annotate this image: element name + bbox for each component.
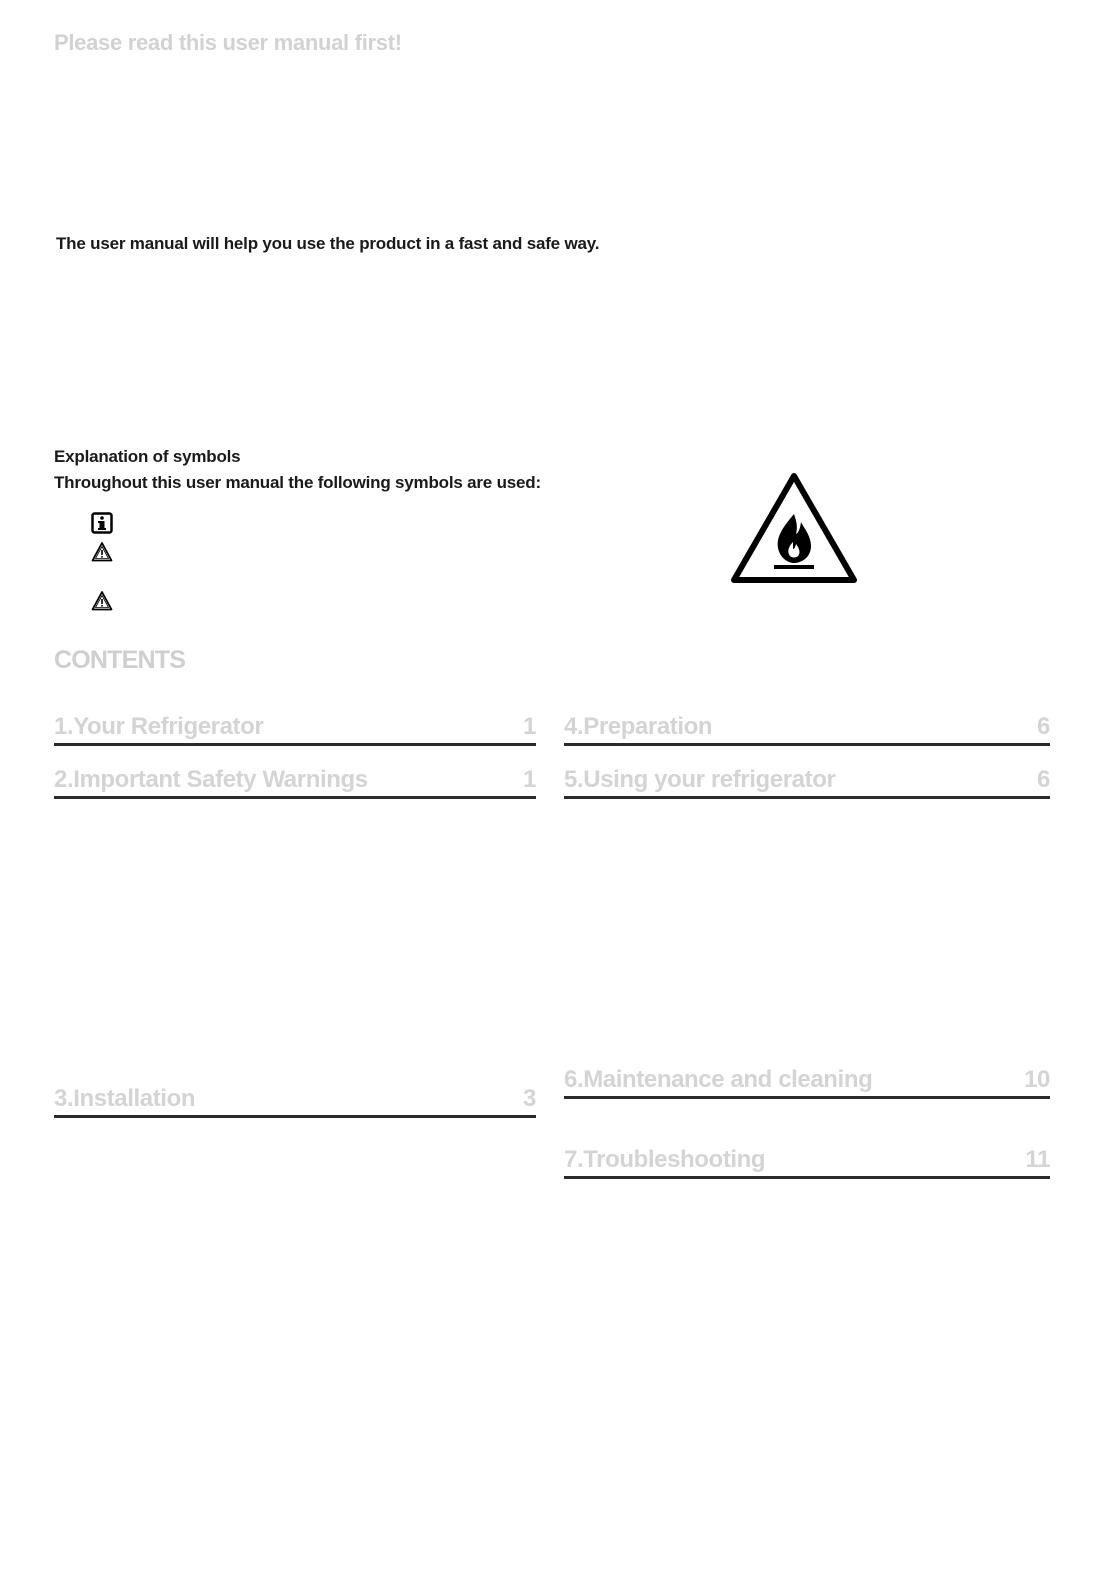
toc-page-number: 1 <box>523 766 536 793</box>
contents-title: CONTENTS <box>54 646 186 674</box>
toc-entry-using-refrigerator[interactable] <box>564 761 1050 799</box>
toc-entry-troubleshooting[interactable] <box>564 1141 1050 1179</box>
toc-entry-your-refrigerator[interactable] <box>54 708 536 746</box>
toc-page-number: 6 <box>1037 766 1050 793</box>
toc-page-number: 3 <box>523 1085 536 1112</box>
toc-label: 2.Important Safety Warnings <box>54 766 368 793</box>
symbols-subheading: Throughout this user manual the following symbols are used: <box>54 473 541 492</box>
toc-label: 6.Maintenance and cleaning <box>564 1066 873 1093</box>
toc-label: 5.Using your refrigerator <box>564 766 836 793</box>
toc-label: 7.Troubleshooting <box>564 1146 766 1173</box>
symbols-heading: Explanation of symbols <box>54 447 241 466</box>
toc-page-number: 11 <box>1025 1146 1050 1173</box>
toc-entry-safety-warnings[interactable] <box>54 761 536 799</box>
toc-label: 3.Installation <box>54 1085 196 1112</box>
toc-page-number: 10 <box>1024 1066 1050 1093</box>
toc-label: 1.Your Refrigerator <box>54 713 264 740</box>
toc-entry-installation[interactable] <box>54 1080 536 1118</box>
warning-icon <box>91 590 113 612</box>
toc-entry-preparation[interactable] <box>564 708 1050 746</box>
toc-entry-maintenance-cleaning[interactable] <box>564 1061 1050 1099</box>
toc-page-number: 1 <box>523 713 536 740</box>
warning-icon <box>91 541 113 563</box>
flammable-warning-sign <box>728 470 860 586</box>
intro-text: The user manual will help you use the product in a fast and safe way. <box>56 234 600 253</box>
info-icon <box>91 512 113 534</box>
toc-label: 4.Preparation <box>564 713 713 740</box>
toc-page-number: 6 <box>1037 713 1050 740</box>
manual-title: Please read this user manual first! <box>54 30 402 55</box>
